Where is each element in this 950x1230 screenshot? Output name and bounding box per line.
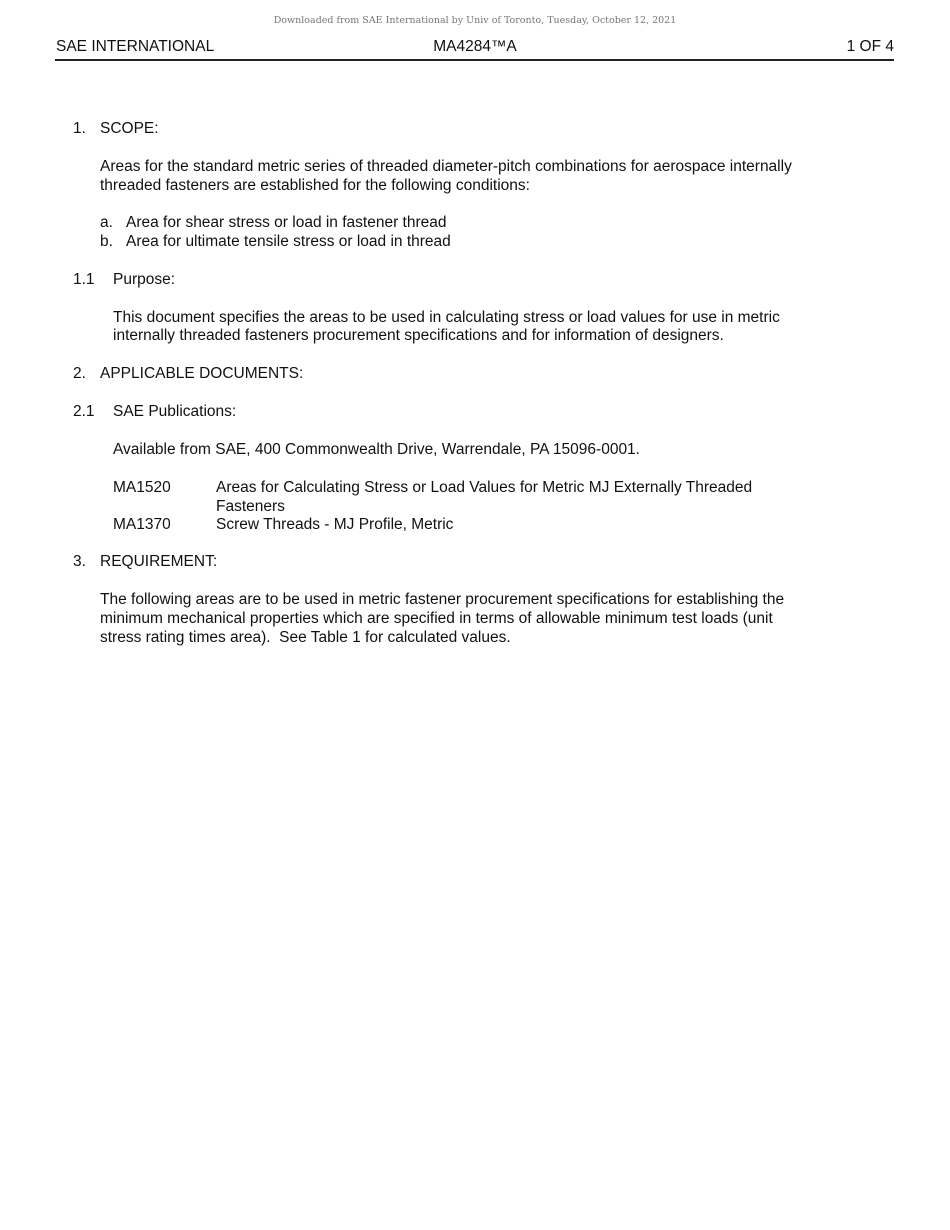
header-page-number: 1 OF 4 [846,38,894,55]
download-watermark: Downloaded from SAE International by Univ of Toronto, Tuesday, October 12, 2021 [273,15,677,26]
section-number: 2.1 [73,403,95,420]
reference-title: Areas for Calculating Stress or Load Values for Metric MJ Externally Threaded [216,479,753,496]
header-document-number: MA4284™A [433,38,517,55]
list-item-letter: b. [100,233,113,250]
section-number: 2. [73,365,86,382]
section-number: 1.1 [73,271,95,288]
reference-title: Screw Threads - MJ Profile, Metric [216,516,454,533]
paragraph-line: threaded fasteners are established for the following conditions: [100,177,530,194]
section-title: SAE Publications: [113,403,237,420]
availability-note: Available from SAE, 400 Commonwealth Drive, Warrendale, PA 15096-0001. [113,441,640,458]
header-publisher: SAE INTERNATIONAL [56,38,215,55]
section-title: APPLICABLE DOCUMENTS: [100,365,304,382]
reference-title-continued: Fasteners [216,498,285,515]
paragraph-line: The following areas are to be used in metric fastener procurement specifications for establishing the [100,591,785,608]
section-title: SCOPE: [100,120,159,137]
header-rule [55,59,894,61]
list-item-letter: a. [100,214,113,231]
paragraph-line: Areas for the standard metric series of threaded diameter-pitch combinations for aerospace internally [100,158,792,175]
paragraph-line: This document specifies the areas to be used in calculating stress or load values for use in metric [113,309,780,326]
section-number: 1. [73,120,86,137]
paragraph-line: stress rating times area). See Table 1 for calculated values. [100,629,511,646]
list-item-text: Area for shear stress or load in fastener thread [126,214,447,231]
reference-code: MA1370 [113,516,171,533]
reference-code: MA1520 [113,479,171,496]
paragraph-line: minimum mechanical properties which are specified in terms of allowable minimum test loads (unit [100,610,773,627]
section-number: 3. [73,553,86,570]
list-item-text: Area for ultimate tensile stress or load in thread [126,233,451,250]
paragraph-line: internally threaded fasteners procurement specifications and for information of designers. [113,327,724,344]
section-title: REQUIREMENT: [100,553,218,570]
section-title: Purpose: [113,271,176,288]
